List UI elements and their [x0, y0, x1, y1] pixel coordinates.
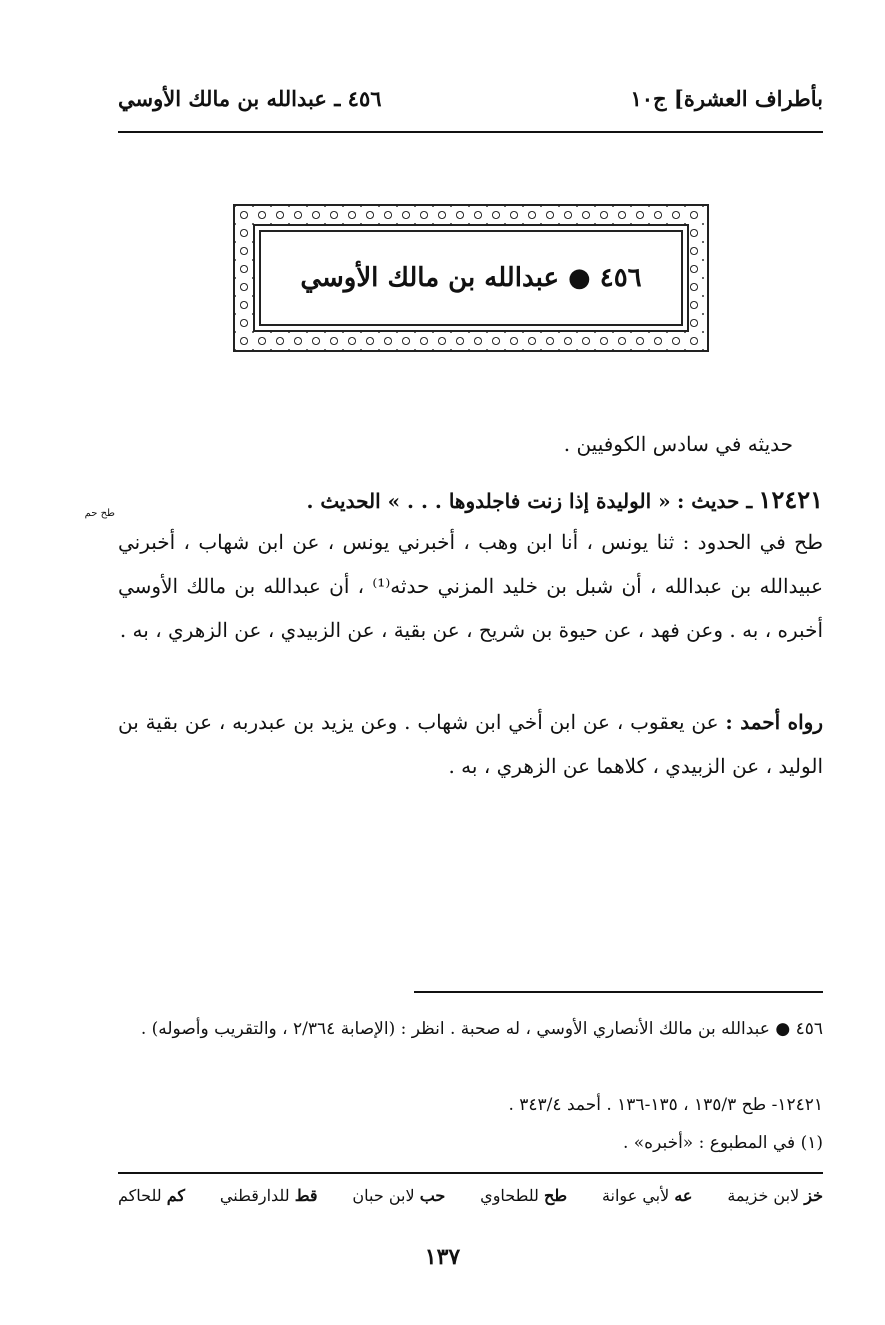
running-header-right: بأطراف العشرة] ج١٠ — [630, 86, 823, 111]
hadith-body: طح في الحدود : ثنا يونس ، أنا ابن وهب ، أخبرني يونس ، عن ابن شهاب ، أخبرني عبيدالله بن عبدالله ، أن شبل بن خليد المزني حدثه⁽¹⁾ ، أن عبدالله بن مالك الأوسي أخبره ، به . وعن فهد ، عن حيوة بن شريح ، عن بقية ، عن الزبيدي ، عن الزهري ، به . — [118, 530, 823, 642]
page-number: ١٣٧ — [424, 1244, 461, 1270]
section-title: ٤٥٦ ● عبدالله بن مالك الأوسي — [300, 263, 642, 293]
hadith-label: ـ حديث : — [676, 489, 753, 513]
ahmad-label: رواه أحمد : — [725, 710, 824, 734]
footer-rule — [118, 1172, 823, 1174]
hadith-number: ١٢٤٢١ — [758, 485, 823, 514]
running-header-left: ٤٥٦ ـ عبدالله بن مالك الأوسي — [118, 86, 382, 111]
legend-item: خز لابن خزيمة — [727, 1186, 823, 1205]
ornamental-title-box — [233, 204, 709, 352]
header-rule — [118, 131, 823, 133]
source-marker: طح حم — [84, 508, 115, 519]
legend-item: كم للحاكم — [118, 1186, 186, 1205]
footnote-2: ١٢٤٢١- طح ١٣٥/٣ ، ١٣٥-١٣٦ . أحمد ٣٤٣/٤ . — [508, 1095, 823, 1115]
legend-item: حب لابن حبان — [352, 1186, 446, 1205]
ahmad-text: عن يعقوب ، عن ابن أخي ابن شهاب . وعن يزيد بن عبدربه ، عن بقية بن الوليد ، عن الزبيدي ، كلاهما عن الزهري ، به . — [118, 710, 823, 778]
footnote-rule — [414, 991, 823, 993]
legend-item: طح للطحاوي — [480, 1186, 568, 1205]
ahmad-paragraph — [118, 700, 823, 788]
footnote-1: ٤٥٦ ● عبدالله بن مالك الأنصاري الأوسي ، له صحبة . انظر : (الإصابة ٢/٣٦٤ ، والتقريب وأصوله) . — [140, 1019, 823, 1039]
intro-line: حديثه في سادس الكوفيين . — [563, 432, 793, 456]
ornamental-inner-frame — [253, 224, 689, 332]
hadith-text: « الوليدة إذا زنت فاجلدوها . . . » الحديث . — [306, 489, 671, 513]
footnote-3: (١) في المطبوع : «أخبره» . — [622, 1133, 823, 1153]
abbreviation-legend — [118, 1186, 823, 1205]
hadith-heading — [118, 478, 823, 523]
legend-item: قط للدارقطني — [219, 1186, 318, 1205]
legend-item: عه لأبي عوانة — [601, 1186, 693, 1205]
